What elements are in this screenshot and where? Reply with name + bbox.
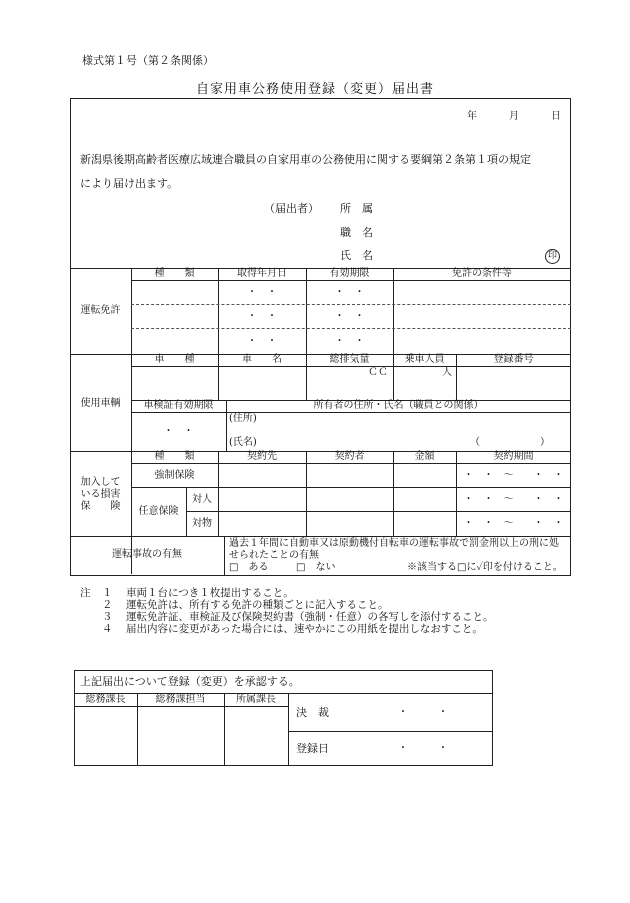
insurance-header-amount: 金額 (414, 451, 435, 462)
property-damage-label: 対物 (192, 518, 212, 529)
license-expiry-date-3: ・ ・ (334, 336, 365, 347)
license-acquired-date-3: ・ ・ (247, 336, 277, 347)
accident-option-no[interactable]: □ ない (296, 562, 336, 573)
form-number: 様式第１号（第２条関係） (82, 54, 214, 67)
decision-label: 決 裁 (296, 706, 329, 719)
divider (218, 451, 219, 536)
insurance-header-type: 種 類 (154, 451, 195, 462)
accident-text-line-2: せられたことの有無 (229, 550, 319, 561)
divider (131, 463, 571, 464)
license-expiry-date-2: ・ ・ (334, 311, 365, 322)
compulsory-insurance-label: 強制保険 (154, 470, 195, 481)
insurance-section-label-2: いる損害 (80, 489, 121, 500)
registration-label: 登録日 (296, 742, 329, 755)
note-text-1: 車両１台につき１枚提出すること。 (126, 587, 294, 599)
voluntary-insurance-label: 任意保険 (138, 506, 179, 517)
accident-label: 運転事故の有無 (112, 549, 182, 560)
decision-date: ・ ・ (398, 707, 448, 718)
divider (186, 511, 571, 512)
date-month: 月 (509, 111, 519, 122)
vehicle-header-type: 車 種 (154, 354, 195, 365)
divider (288, 731, 493, 732)
divider (306, 451, 307, 536)
notes-prefix: 注 (80, 587, 91, 599)
role-general-affairs-staff: 総務課担当 (155, 694, 206, 705)
note-text-4: 届出内容に変更があった場合には、速やかにこの用紙を提出しなおすこと。 (126, 623, 483, 635)
accident-option-yes[interactable]: □ ある (229, 562, 269, 573)
license-header-expiry: 有効期限 (329, 268, 370, 279)
registration-date: ・ ・ (398, 743, 448, 754)
compulsory-period: ・ ・ ～ ・ ・ (463, 470, 564, 481)
note-number-3: ３ (102, 611, 113, 623)
owner-name-label: (氏名) (229, 437, 257, 448)
inspection-date: ・ ・ (163, 426, 194, 437)
owner-address-label: (住所) (229, 413, 257, 424)
applicant-name-label: 氏 名 (340, 249, 373, 262)
accident-text-line-1: 過去１年間に自動車又は原動機付自転車の運転事故で罰金刑以上の刑に処 (229, 538, 559, 549)
owner-relation: （ ） (470, 437, 550, 448)
license-header-type: 種 類 (154, 268, 195, 279)
inspection-label: 車検証有効期限 (143, 400, 214, 411)
note-number-1: １ (102, 587, 113, 599)
date-day: 日 (551, 111, 561, 122)
insurance-header-period: 契約期間 (493, 451, 534, 462)
divider (131, 487, 571, 488)
license-header-conditions: 免許の条件等 (452, 268, 512, 279)
cc-unit: ＣＣ (368, 367, 388, 378)
approval-title: 上記届出について登録（変更）を承認する。 (80, 675, 300, 688)
license-acquired-date-2: ・ ・ (247, 311, 277, 322)
insurance-section-label-1: 加入して (80, 477, 121, 488)
divider (224, 536, 225, 576)
intro-line-1: 新潟県後期高齢者医療広域連合職員の自家用車の公務使用に関する要綱第２条第１項の規定 (80, 153, 531, 166)
divider (131, 412, 571, 413)
property-damage-period: ・ ・ ～ ・ ・ (463, 518, 564, 529)
note-text-2: 運転免許は、所有する免許の種類ごとに記入すること。 (126, 599, 389, 611)
divider (131, 328, 571, 329)
note-number-2: ２ (102, 599, 113, 611)
date-year: 年 (467, 111, 477, 122)
applicant-affiliation-label: 所 属 (340, 202, 373, 215)
role-general-affairs-chief: 総務課長 (85, 694, 126, 705)
license-header-acquired: 取得年月日 (237, 268, 287, 279)
divider (131, 366, 571, 367)
divider (131, 304, 571, 305)
license-expiry-date-1: ・ ・ (334, 287, 365, 298)
note-text-3: 運転免許証、車検証及び保険契約書（強制・任意）の各写しを添付すること。 (126, 611, 494, 623)
applicant-label: （届出者） (264, 202, 319, 215)
vehicle-header-displacement: 総排気量 (329, 354, 370, 365)
divider (131, 268, 132, 574)
insurance-header-policyholder: 契約者 (334, 451, 365, 462)
person-unit: 人 (442, 367, 452, 378)
document-title: 自家用車公務使用登録（変更）届出書 (195, 82, 434, 97)
seal-mark: 印 (545, 249, 560, 264)
vehicle-header-name: 車 名 (242, 354, 282, 365)
insurance-header-insurer: 契約先 (247, 451, 277, 462)
divider (288, 693, 289, 766)
role-department-chief: 所属課長 (236, 694, 276, 705)
bodily-injury-label: 対人 (192, 494, 212, 505)
applicant-position-label: 職 名 (340, 226, 373, 239)
divider (393, 451, 394, 536)
divider (70, 536, 571, 537)
license-acquired-date-1: ・ ・ (247, 287, 277, 298)
note-number-4: ４ (102, 623, 113, 635)
divider (288, 693, 493, 694)
insurance-section-label-3: 保 険 (80, 501, 121, 512)
accident-instruction: ※該当する□に✓印を付けること。 (407, 562, 563, 573)
vehicle-section-label: 使用車輌 (80, 398, 121, 409)
license-section-label: 運転免許 (80, 305, 121, 316)
vehicle-header-registration: 登録番号 (493, 354, 534, 365)
intro-line-2: により届け出ます。 (80, 177, 179, 190)
owner-label: 所有者の住所・氏名（職員との関係） (313, 400, 484, 411)
divider (131, 280, 571, 281)
bodily-injury-period: ・ ・ ～ ・ ・ (463, 494, 564, 505)
vehicle-header-capacity: 乗車人員 (404, 354, 445, 365)
divider (74, 706, 288, 707)
